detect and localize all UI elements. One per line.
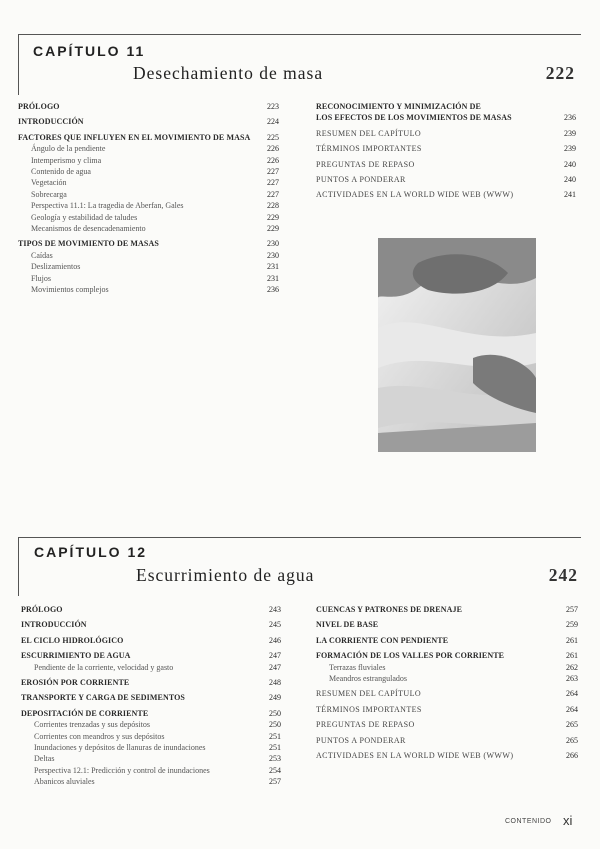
toc-entry-title: Corrientes trenzadas y sus depósitos [34, 720, 150, 730]
chapter-11-page: 222 [545, 63, 575, 83]
toc-entry-page: 253 [269, 754, 281, 764]
toc-entry-title: TRANSPORTE Y CARGA DE SEDIMENTOS [21, 693, 185, 703]
toc-entry-page: 227 [267, 167, 279, 177]
toc-entry-page: 246 [269, 635, 281, 645]
toc-entry [18, 250, 279, 261]
toc-entry [18, 238, 279, 249]
chapter-11-left-column [18, 101, 279, 296]
toc-entry [316, 128, 576, 139]
toc-entry-page: 230 [267, 250, 279, 260]
toc-entry-page: 257 [269, 777, 281, 787]
toc-entry [18, 177, 279, 188]
footer-section-label: CONTENIDO [505, 818, 552, 825]
toc-entry-title: Flujos [31, 273, 52, 283]
toc-entry-title: Caídas [31, 250, 53, 260]
chapter-12-label: CAPÍTULO 12 [34, 544, 148, 560]
toc-entry-page: 265 [566, 720, 578, 730]
toc-entry-title: NIVEL DE BASE [316, 620, 379, 630]
toc-entry-title: Abanicos aluviales [34, 777, 95, 787]
toc-entry [21, 635, 281, 646]
toc-entry-page: 249 [269, 693, 281, 703]
toc-entry-title: TIPOS DE MOVIMIENTO DE MASAS [18, 239, 159, 249]
toc-entry-page: 236 [564, 113, 576, 123]
chapter-12-right-column [316, 604, 578, 761]
toc-entry-page: 225 [267, 132, 279, 142]
toc-entry-page: 259 [566, 620, 578, 630]
toc-entry [316, 673, 578, 684]
toc-entry [18, 155, 279, 166]
toc-entry [316, 750, 578, 761]
toc-entry [316, 735, 578, 746]
toc-entry-page: 240 [564, 175, 576, 185]
toc-entry-page: 263 [566, 674, 578, 684]
toc-entry-title: Movimientos complejos [31, 285, 109, 295]
toc-entry-title: Corrientes con meandros y sus depósitos [34, 731, 165, 741]
toc-entry-page: 231 [267, 262, 279, 272]
toc-entry-page: 226 [267, 144, 279, 154]
toc-entry [21, 692, 281, 703]
toc-entry [316, 604, 578, 615]
toc-entry-title: FORMACIÓN DE LOS VALLES POR CORRIENTE [316, 651, 505, 661]
toc-entry-title: TÉRMINOS IMPORTANTES [316, 704, 422, 714]
toc-entry-page: 231 [267, 273, 279, 283]
chapter-12-title: Escurrimiento de agua [136, 565, 315, 585]
toc-entry-title: Geología y estabilidad de taludes [31, 212, 138, 222]
toc-entry-title: Ángulo de la pendiente [31, 144, 106, 154]
toc-entry-page: 240 [564, 159, 576, 169]
toc-entry-title: Deltas [34, 754, 55, 764]
toc-entry-page: 247 [269, 651, 281, 661]
toc-entry-title: LA CORRIENTE CON PENDIENTE [316, 635, 449, 645]
toc-entry [18, 200, 279, 211]
toc-entry [21, 719, 281, 730]
toc-entry-page: 228 [267, 201, 279, 211]
toc-entry-page: 265 [566, 735, 578, 745]
toc-entry-page: 262 [566, 662, 578, 672]
toc-entry [316, 159, 576, 170]
footer-page-number: xi [563, 813, 573, 828]
toc-entry-title: FACTORES QUE INFLUYEN EN EL MOVIMIENTO DE MASA [18, 132, 251, 142]
toc-entry [21, 604, 281, 615]
toc-entry-title: ACTIVIDADES EN LA WORLD WIDE WEB (WWW) [316, 190, 514, 200]
toc-entry [21, 776, 281, 787]
toc-entry-title: Deslizamientos [31, 262, 81, 272]
toc-entry [316, 174, 576, 185]
toc-entry-title: Inundaciones y depósitos de llanuras de inundaciones [34, 743, 206, 753]
toc-entry [18, 273, 279, 284]
toc-entry-title: DEPOSITACIÓN DE CORRIENTE [21, 708, 149, 718]
toc-entry [18, 212, 279, 223]
toc-entry-page: 261 [566, 651, 578, 661]
toc-entry-page: 241 [564, 190, 576, 200]
toc-entry-title: CUENCAS Y PATRONES DE DRENAJE [316, 605, 463, 614]
toc-entry-page: 247 [269, 662, 281, 672]
toc-entry-page: 264 [566, 689, 578, 699]
toc-entry [18, 116, 279, 127]
toc-entry-title: TÉRMINOS IMPORTANTES [316, 144, 422, 154]
toc-entry-title: EL CICLO HIDROLÓGICO [21, 635, 124, 645]
toc-entry-title: Meandros estrangulados [329, 674, 407, 684]
toc-entry [21, 731, 281, 742]
toc-entry-page: 266 [566, 751, 578, 761]
toc-entry-title: PUNTOS A PONDERAR [316, 735, 406, 745]
toc-entry [316, 662, 578, 673]
toc-entry-title: Sobrecarga [31, 189, 67, 199]
toc-entry-title: Perspectiva 11.1: La tragedia de Aberfan, Gales [31, 201, 184, 211]
toc-entry-page: 239 [564, 128, 576, 138]
toc-entry-page: 264 [566, 704, 578, 714]
toc-entry-title: RECONOCIMIENTO Y MINIMIZACIÓN DE [316, 102, 481, 111]
toc-entry-page: 223 [267, 102, 279, 111]
toc-entry-title: Pendiente de la corriente, velocidad y gasto [34, 662, 174, 672]
toc-entry-title: LOS EFECTOS DE LOS MOVIMIENTOS DE MASAS [316, 113, 512, 123]
toc-entry-page: 227 [267, 178, 279, 188]
toc-entry [18, 166, 279, 177]
toc-entry-page: 251 [269, 743, 281, 753]
chapter-11-right-column [316, 101, 576, 201]
chapter-11-title: Desechamiento de masa [133, 63, 324, 83]
toc-entry [316, 704, 578, 715]
toc-entry-page: 227 [267, 189, 279, 199]
toc-entry-page: 250 [269, 720, 281, 730]
toc-entry-title: RESUMEN DEL CAPÍTULO [316, 689, 422, 699]
toc-entry [316, 635, 578, 646]
toc-entry-title: PRÓLOGO [21, 605, 63, 614]
toc-entry-page: 224 [267, 117, 279, 127]
toc-entry-page: 243 [269, 605, 281, 614]
toc-entry-title: INTRODUCCIÓN [21, 620, 87, 630]
chapter-12-left-column [21, 604, 281, 788]
toc-entry [18, 132, 279, 143]
toc-entry [316, 189, 576, 200]
toc-entry [21, 662, 281, 673]
toc-entry [316, 619, 578, 630]
toc-entry-page: 245 [269, 620, 281, 630]
toc-entry [21, 742, 281, 753]
toc-entry [18, 284, 279, 295]
toc-entry-title: Perspectiva 12.1: Predicción y control de inundaciones [34, 765, 210, 775]
toc-entry [21, 677, 281, 688]
chapter-12-page: 242 [548, 565, 578, 585]
toc-entry-title: INTRODUCCIÓN [18, 117, 84, 127]
toc-entry-page: 239 [564, 144, 576, 154]
toc-entry [21, 619, 281, 630]
toc-entry [21, 708, 281, 719]
toc-entry [18, 101, 279, 112]
toc-entry [316, 650, 578, 661]
toc-entry-title: Contenido de agua [31, 167, 91, 177]
waterfall-photo [378, 238, 536, 452]
toc-entry-title: PUNTOS A PONDERAR [316, 175, 406, 185]
toc-entry [18, 261, 279, 272]
toc-entry-page: 229 [267, 212, 279, 222]
toc-entry-page: 254 [269, 765, 281, 775]
toc-entry-page: 236 [267, 285, 279, 295]
toc-entry-title: ESCURRIMIENTO DE AGUA [21, 651, 131, 661]
toc-entry-page: 230 [267, 239, 279, 249]
toc-entry [316, 688, 578, 699]
toc-entry-page: 257 [566, 605, 578, 614]
toc-entry-title: PREGUNTAS DE REPASO [316, 720, 415, 730]
toc-entry [316, 101, 576, 112]
toc-entry-page: 250 [269, 708, 281, 718]
toc-entry [21, 650, 281, 661]
toc-entry-title: PREGUNTAS DE REPASO [316, 159, 415, 169]
toc-entry-page: 248 [269, 678, 281, 688]
toc-entry-title: Intemperismo y clima [31, 155, 102, 165]
toc-entry-page: 261 [566, 635, 578, 645]
toc-entry-page: 226 [267, 155, 279, 165]
toc-entry [316, 719, 578, 730]
toc-entry [18, 223, 279, 234]
toc-entry-title: ACTIVIDADES EN LA WORLD WIDE WEB (WWW) [316, 751, 514, 761]
chapter-11-label: CAPÍTULO 11 [33, 43, 146, 59]
toc-entry [21, 765, 281, 776]
toc-entry-title: PRÓLOGO [18, 102, 60, 111]
toc-entry-title: EROSIÓN POR CORRIENTE [21, 678, 130, 688]
toc-entry [316, 143, 576, 154]
toc-entry [21, 753, 281, 764]
toc-entry-page: 251 [269, 731, 281, 741]
toc-entry-page: 229 [267, 224, 279, 234]
toc-entry [18, 143, 279, 154]
toc-entry-title: Terrazas fluviales [329, 662, 386, 672]
toc-entry-title: Vegetación [31, 178, 67, 188]
toc-entry [316, 112, 576, 123]
toc-entry [18, 189, 279, 200]
toc-entry-title: RESUMEN DEL CAPÍTULO [316, 128, 422, 138]
toc-entry-title: Mecanismos de desencadenamiento [31, 224, 146, 234]
